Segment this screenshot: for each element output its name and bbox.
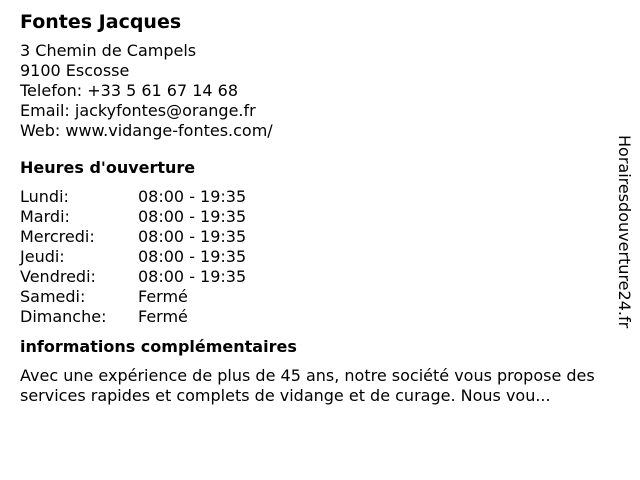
phone-number: Telefon: +33 5 61 67 14 68	[20, 81, 239, 100]
hours-table	[20, 187, 620, 327]
hours-row-saturday	[20, 287, 620, 307]
hours-day: Dimanche:	[20, 307, 107, 326]
hours-row-thursday	[20, 247, 620, 267]
hours-time: Fermé	[138, 307, 188, 326]
address-street: 3 Chemin de Campels	[20, 41, 197, 60]
hours-time: 08:00 - 19:35	[138, 247, 247, 266]
hours-row-monday	[20, 187, 620, 207]
hours-day: Jeudi:	[20, 247, 65, 266]
hours-row-friday	[20, 267, 620, 287]
business-card	[20, 10, 620, 406]
website-url: Web: www.vidange-fontes.com/	[20, 121, 273, 140]
side-brand-watermark: Horairesdouverture24.fr	[615, 135, 634, 329]
hours-row-wednesday	[20, 227, 620, 247]
info-heading: informations complémentaires	[20, 337, 297, 356]
hours-time: 08:00 - 19:35	[138, 187, 247, 206]
hours-time: 08:00 - 19:35	[138, 227, 247, 246]
hours-row-tuesday	[20, 207, 620, 227]
info-description: Avec une expérience de plus de 45 ans, notre société vous propose des services rapides et complets de vidange et de curage. Nous vou...	[20, 366, 595, 405]
hours-day: Mardi:	[20, 207, 70, 226]
hours-day: Mercredi:	[20, 227, 95, 246]
hours-time: 08:00 - 19:35	[138, 267, 247, 286]
hours-row-sunday	[20, 307, 620, 327]
email-address: Email: jackyfontes@orange.fr	[20, 101, 256, 120]
address-city: 9100 Escosse	[20, 61, 130, 80]
hours-time: Fermé	[138, 287, 188, 306]
hours-day: Samedi:	[20, 287, 86, 306]
hours-day: Vendredi:	[20, 267, 96, 286]
hours-heading: Heures d'ouverture	[20, 158, 196, 177]
business-name: Fontes Jacques	[20, 11, 182, 33]
hours-time: 08:00 - 19:35	[138, 207, 247, 226]
hours-day: Lundi:	[20, 187, 69, 206]
